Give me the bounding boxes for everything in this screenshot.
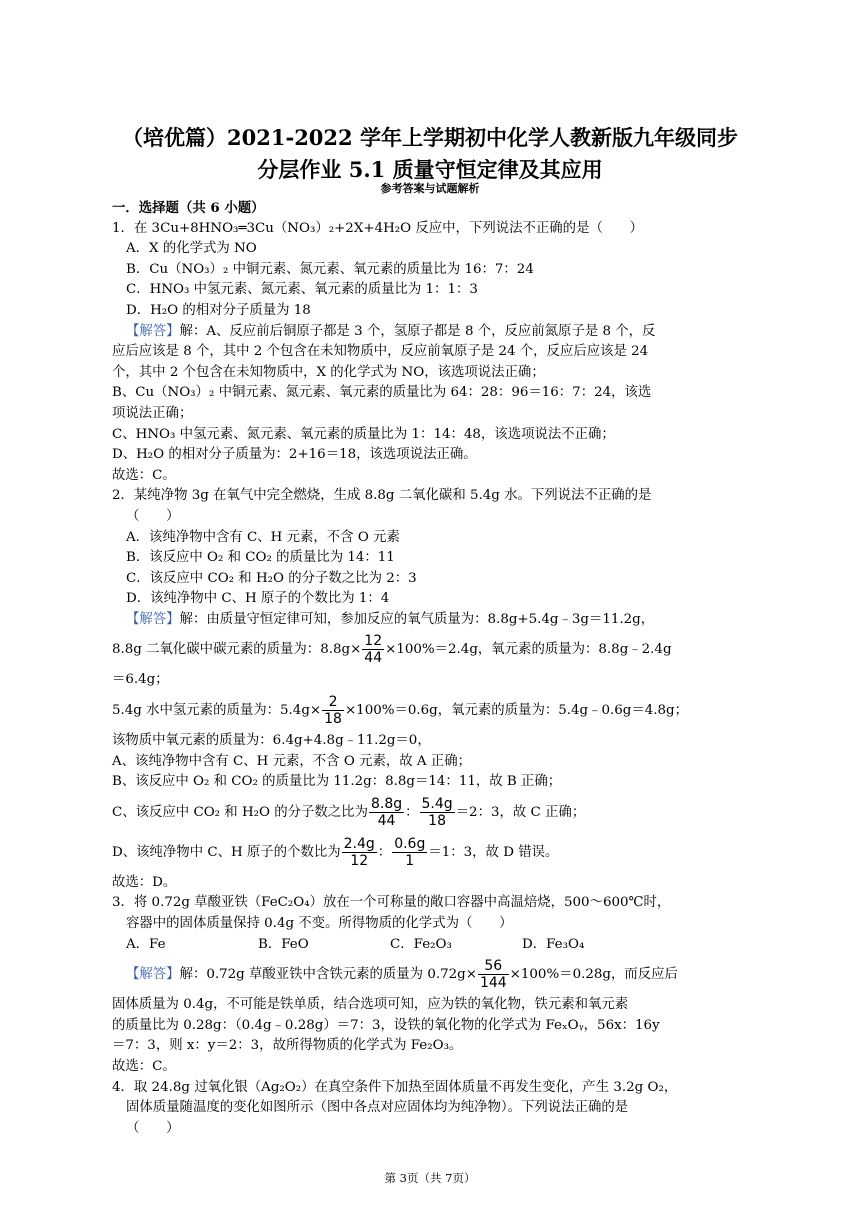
question-3-stem-cont: 容器中的固体质量保持 0.4g 不变。所得物质的化学式为（ ）: [126, 916, 513, 932]
question-1-answer-line: 应后应该是 8 个，其中 2 个包含在未知物质中，反应前氧原子是 24 个，反应后应该是 24: [112, 344, 649, 360]
fraction: $\frac{2.4g}{12}$: [343, 835, 375, 869]
question-2-option-d: D．该纯净物中 C、H 原子的个数比为 1：4: [126, 591, 390, 607]
question-4-stem: 4．取 24.8g 过氧化银（Ag₂O₂）在真空条件下加热至固体质量不再发生变化，产生 3.2g O₂，: [112, 1079, 678, 1095]
fraction: $\frac{12}{44}$: [364, 633, 383, 667]
question-3-option-c: C．Fe₂O₃: [390, 936, 452, 952]
section-heading: 一．选择题（共 6 小题）: [112, 200, 265, 216]
question-2-option-a: A．该纯净物中含有 C、H 元素，不含 O 元素: [126, 529, 400, 545]
question-2: [112, 486, 747, 893]
document-title: [90, 122, 770, 186]
question-2-answer-line: 5.4g 水中氢元素的质量为：5.4g× $\frac{2}{18}$ ×100%＝0.6g，氧元素的质量为：5.4g﹣0.6g＝4.8g；: [112, 694, 689, 728]
title-line-1: （培优篇）2021-2022 学年上学期初中化学人教新版九年级同步: [122, 125, 738, 150]
question-3-option-a: A．Fe: [126, 936, 166, 952]
question-2-answer-line: ＝6.4g；: [112, 672, 169, 688]
fraction: $\frac{2}{18}$: [324, 694, 342, 728]
question-3-options: [112, 935, 747, 956]
answer-tag: 【解答】: [126, 967, 180, 983]
question-3-option-b: B．FeO: [258, 936, 309, 952]
question-1-answer-line: 【解答】解：A、反应前后铜原子都是 3 个，氢原子都是 8 个，反应前氮原子是 8 个，反: [126, 323, 656, 339]
question-2-answer-line: 故选：D。: [112, 874, 177, 890]
document-subtitle: 参考答案与试题解析: [380, 182, 480, 195]
question-2-stem-cont: （ ）: [126, 508, 180, 524]
question-2-answer-line: B、该反应中 O₂ 和 CO₂ 的质量比为 11.2g：8.8g＝14：11，故 B 正确；: [112, 774, 562, 790]
question-3-answer-line: 的质量比为 0.28g：（0.4g﹣0.28g）＝7：3，设铁的氧化物的化学式为 FeₓOᵧ，56x：16y: [112, 1017, 660, 1033]
question-1: [112, 219, 747, 487]
question-1-answer-line: 个，其中 2 个包含在未知物质中，X 的化学式为 NO，该选项说法正确；: [112, 364, 545, 380]
fraction: $\frac{5.4g}{18}$: [421, 795, 453, 829]
question-1-answer-line: C、HNO₃ 中氢元素、氮元素、氧元素的质量比为 1：14：48，该选项说法不正确；: [112, 426, 615, 442]
question-4: [112, 1078, 747, 1140]
question-1-answer-line: 故选：C。: [112, 467, 176, 483]
question-3-option-d: D．Fe₃O₄: [522, 936, 585, 952]
question-3: [112, 893, 747, 1077]
question-1-option-b: B．Cu（NO₃）₂ 中铜元素、氮元素、氧元素的质量比为 16：7：24: [126, 261, 534, 277]
question-1-answer-line: D、H₂O 的相对分子质量为：2+16＝18，该选项说法正确。: [112, 447, 477, 463]
question-2-answer-line: 【解答】解：由质量守恒定律可知，参加反应的氧气质量为：8.8g+5.4g﹣3g＝11.2g，: [126, 611, 655, 627]
fraction: $\frac{56}{144}$: [479, 958, 507, 992]
question-1-option-a: A．X 的化学式为 NO: [126, 241, 257, 257]
question-2-answer-line: 该物质中氧元素的质量为：6.4g+4.8g﹣11.2g＝0，: [112, 733, 431, 749]
question-3-stem: 3．将 0.72g 草酸亚铁（FeC₂O₄）放在一个可称量的敞口容器中高温焙烧，500～600℃时，: [112, 895, 671, 911]
question-2-stem: 2．某纯净物 3g 在氧气中完全燃烧，生成 8.8g 二氧化碳和 5.4g 水。下列说法不正确的是: [112, 488, 652, 504]
question-2-option-b: B．该反应中 O₂ 和 CO₂ 的质量比为 14：11: [126, 550, 395, 566]
question-1-option-c: C．HNO₃ 中氢元素、氮元素、氧元素的质量比为 1：1：3: [126, 282, 478, 298]
question-3-answer-line: 固体质量为 0.4g，不可能是铁单质，结合选项可知，应为铁的氧化物，铁元素和氧元素: [112, 997, 629, 1013]
question-2-answer-line: C、该反应中 CO₂ 和 H₂O 的分子数之比为 $\frac{8.8g}{44}$ ： $\frac{5.4g}{18}$ ＝2：3，故 C 正确；: [112, 795, 586, 829]
answer-tag: 【解答】: [126, 323, 180, 339]
document-body: [112, 198, 747, 1139]
question-4-stem-cont: （ ）: [126, 1120, 180, 1136]
question-2-option-c: C．该反应中 CO₂ 和 H₂O 的分子数之比为 2：3: [126, 570, 417, 586]
fraction: $\frac{8.8g}{44}$: [370, 795, 403, 829]
question-3-answer-line: 故选：C。: [112, 1059, 176, 1074]
question-3-answer-line: 【解答】解：0.72g 草酸亚铁中含铁元素的质量为 0.72g× $\frac{56}{144}$ ×100%＝0.28g，而反应后: [126, 958, 678, 992]
question-2-answer-line: D、该纯净物中 C、H 原子的个数比为 $\frac{2.4g}{12}$ ： $\frac{0.6g}{1}$ ＝1：3，故 D 错误。: [112, 835, 559, 869]
question-1-stem: 1．在 3Cu+8HNO₃═3Cu（NO₃）₂+2X+4H₂O 反应中，下列说法不正确的是（ ）: [112, 220, 644, 236]
question-2-answer-line: 8.8g 二氧化碳中碳元素的质量为：8.8g× $\frac{12}{44}$ ×100%＝2.4g，氧元素的质量为：8.8g﹣2.4g: [112, 633, 672, 667]
page-footer: 第 3页（共 7页）: [384, 1171, 476, 1185]
question-1-option-d: D．H₂O 的相对分子质量为 18: [126, 302, 311, 318]
question-3-answer-line: ＝7：3，则 x：y＝2：3，故所得物质的化学式为 Fe₂O₃。: [112, 1038, 463, 1054]
title-line-2: 分层作业 5.1 质量守恒定律及其应用: [257, 157, 603, 182]
question-1-answer-line: B、Cu（NO₃）₂ 中铜元素、氮元素、氧元素的质量比为 64：28：96＝16：7：24，该选: [112, 385, 652, 401]
question-4-stem-cont: 固体质量随温度的变化如图所示（图中各点对应固体均为纯净物）。下列说法正确的是: [126, 1100, 629, 1116]
fraction: $\frac{0.6g}{1}$: [394, 835, 426, 869]
question-2-answer-line: A、该纯净物中含有 C、H 元素，不含 O 元素，故 A 正确；: [112, 753, 471, 769]
answer-tag: 【解答】: [126, 611, 180, 627]
question-1-answer-line: 项说法正确；: [112, 405, 193, 421]
